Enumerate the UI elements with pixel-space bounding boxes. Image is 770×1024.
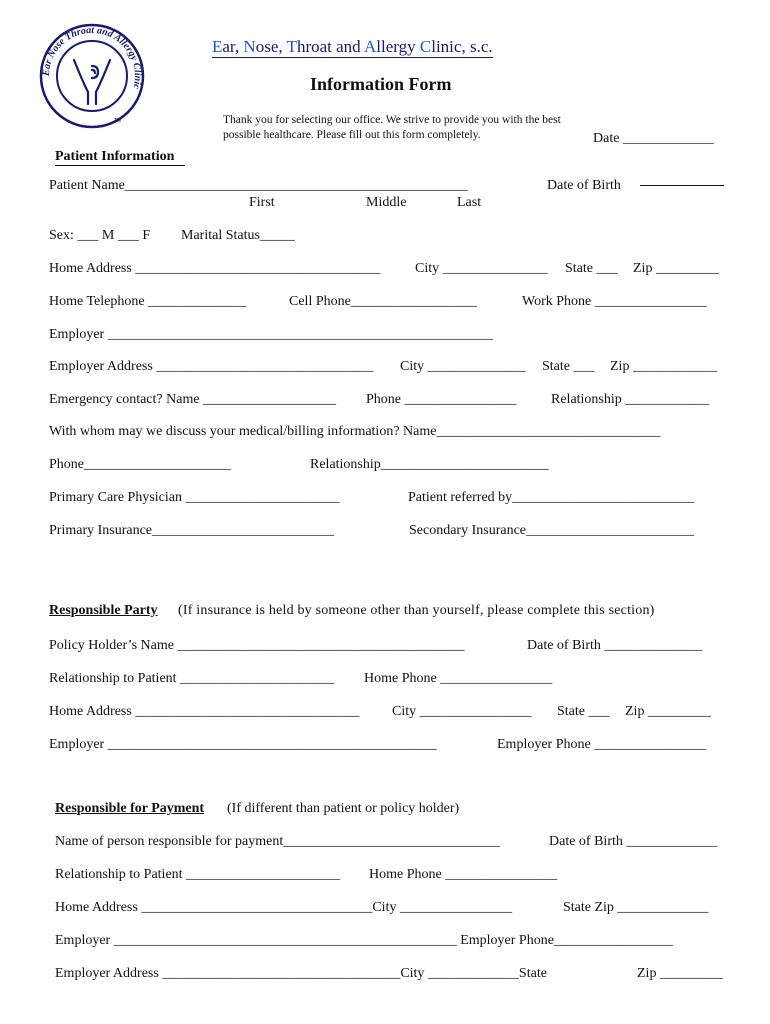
middle-label: Middle: [366, 195, 407, 210]
home-state-field[interactable]: State ___: [565, 261, 618, 276]
marital-status-field[interactable]: Marital Status_____: [181, 228, 295, 243]
rp-zip-field[interactable]: Zip _________: [625, 704, 711, 719]
discuss-relationship-field[interactable]: Relationship________________________: [310, 457, 549, 472]
employer-address-field[interactable]: Employer Address _______________________________: [49, 359, 374, 374]
responsible-party-note: (If insurance is held by someone other than yourself, please complete this section): [178, 603, 655, 618]
employer-city-field[interactable]: City ______________: [400, 359, 526, 374]
payment-relationship-field[interactable]: Relationship to Patient ______________________: [55, 867, 341, 882]
cell-phone-field[interactable]: Cell Phone__________________: [289, 294, 477, 309]
payment-state-zip-field[interactable]: State Zip _____________: [563, 900, 709, 915]
payment-employer-field[interactable]: Employer _________________________________________________ Employer Phone_________________: [55, 933, 673, 948]
emergency-relationship-field[interactable]: Relationship ____________: [551, 392, 710, 407]
sex-field[interactable]: Sex: ___ M ___ F: [49, 228, 151, 243]
patient-dob-field[interactable]: [640, 185, 724, 186]
payment-home-address-field[interactable]: Home Address _________________________________City ________________: [55, 900, 512, 915]
emergency-name-field[interactable]: Emergency contact? Name ___________________: [49, 392, 337, 407]
emergency-phone-field[interactable]: Phone ________________: [366, 392, 517, 407]
form-title: Information Form: [310, 74, 452, 94]
payment-zip-field[interactable]: Zip _________: [637, 966, 723, 981]
payment-person-field[interactable]: Name of person responsible for payment_______________________________: [55, 834, 501, 849]
rp-home-phone-field[interactable]: Home Phone ________________: [364, 671, 553, 686]
patient-dob-label: Date of Birth: [547, 178, 621, 193]
referred-by-field[interactable]: Patient referred by__________________________: [408, 490, 695, 505]
discuss-phone-field[interactable]: Phone_____________________: [49, 457, 231, 472]
responsible-party-title: Responsible Party: [49, 603, 158, 618]
secondary-insurance-field[interactable]: Secondary Insurance________________________: [409, 523, 695, 538]
employer-zip-field[interactable]: Zip ____________: [610, 359, 717, 374]
payment-home-phone-field[interactable]: Home Phone ________________: [369, 867, 558, 882]
payment-employer-address-field[interactable]: Employer Address __________________________________City _____________State: [55, 966, 547, 981]
date-field[interactable]: Date _____________: [593, 131, 714, 146]
clinic-name: Ear, Nose, Throat and Allergy Clinic, s.c.: [212, 37, 493, 56]
primary-insurance-field[interactable]: Primary Insurance__________________________: [49, 523, 335, 538]
payment-dob-field[interactable]: Date of Birth _____________: [549, 834, 718, 849]
rp-home-address-field[interactable]: Home Address ________________________________: [49, 704, 360, 719]
rp-relationship-field[interactable]: Relationship to Patient ______________________: [49, 671, 335, 686]
clinic-logo: [38, 22, 146, 130]
rp-state-field[interactable]: State ___: [557, 704, 610, 719]
payment-note: (If different than patient or policy holder): [227, 801, 460, 816]
home-zip-field[interactable]: Zip _________: [633, 261, 719, 276]
rp-employer-field[interactable]: Employer _______________________________________________: [49, 737, 437, 752]
patient-name-field[interactable]: Patient Name_________________________________________________: [49, 178, 468, 193]
discuss-name-field[interactable]: With whom may we discuss your medical/billing information? Name________________________________: [49, 424, 661, 439]
intro-text: Thank you for selecting our office. We strive to provide you with the best possible healthcare. Please fill out this form completely.: [223, 114, 561, 141]
rp-employer-phone-field[interactable]: Employer Phone ________________: [497, 737, 707, 752]
work-phone-field[interactable]: Work Phone ________________: [522, 294, 707, 309]
primary-physician-field[interactable]: Primary Care Physician ______________________: [49, 490, 340, 505]
ear-nose-throat-icon: [74, 60, 110, 104]
last-label: Last: [457, 195, 482, 210]
first-label: First: [249, 195, 275, 210]
logo-ring-text: Ear Nose Throat and Allergy Clinic: [40, 24, 144, 91]
logo-tm: TM: [114, 118, 122, 124]
svg-text:Ear Nose Throat and Allergy Cl: [41, 25, 143, 91]
patient-section-title: Patient Information: [55, 149, 185, 166]
policy-holder-dob-field[interactable]: Date of Birth ______________: [527, 638, 703, 653]
home-telephone-field[interactable]: Home Telephone ______________: [49, 294, 247, 309]
home-city-field[interactable]: City _______________: [415, 261, 548, 276]
policy-holder-field[interactable]: Policy Holder’s Name _________________________________________: [49, 638, 465, 653]
rp-city-field[interactable]: City ________________: [392, 704, 532, 719]
payment-section-title: Responsible for Payment: [55, 801, 205, 816]
home-address-field[interactable]: Home Address ___________________________________: [49, 261, 381, 276]
employer-field[interactable]: Employer _______________________________________________________: [49, 327, 493, 342]
employer-state-field[interactable]: State ___: [542, 359, 595, 374]
